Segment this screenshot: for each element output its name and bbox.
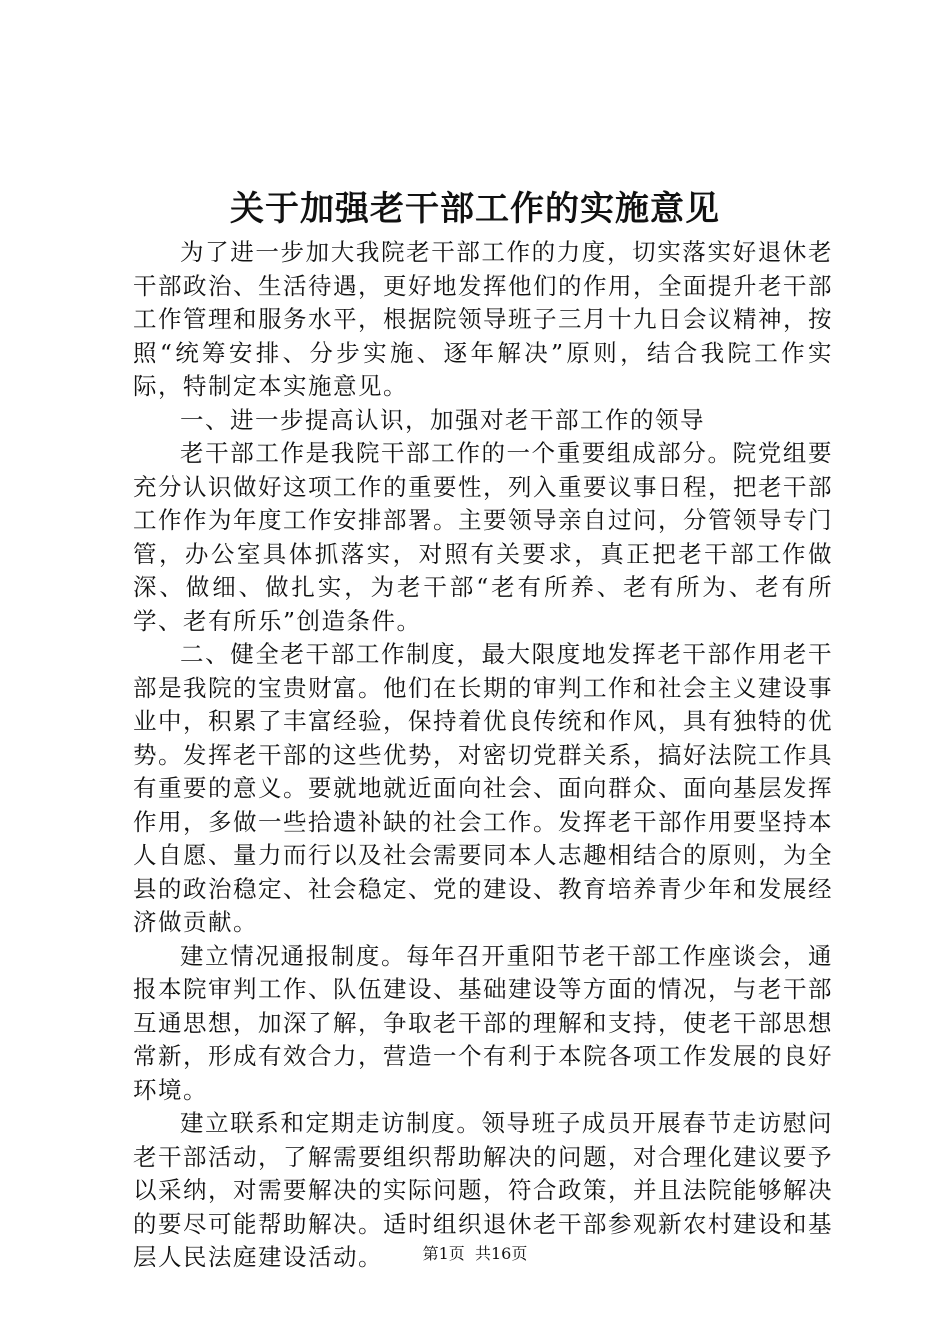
page-total: 共16页: [474, 1244, 528, 1263]
paragraph-section-2: 二、健全老干部工作制度，最大限度地发挥老干部作用老干部是我院的宝贵财富。他们在长期的审判工作和社会主义建设事业中，积累了丰富经验，保持着优良传统和作风，具有独特的优势。发挥老干部的这些优势，对密切党群关系，搞好法院工作具有重要的意义。要就地就近面向社会、面向群众、面向基层发挥作用，多做一些拾遗补缺的社会工作。发挥老干部作用要坚持本人自愿、量力而行以及社会需要同本人志趣相结合的原则，为全县的政治稳定、社会稳定、党的建设、教育培养青少年和发展经济做贡献。: [133, 640, 833, 936]
paragraph-intro: 为了进一步加大我院老干部工作的力度，切实落实好退休老干部政治、生活待遇，更好地发挥他们的作用，全面提升老干部工作管理和服务水平，根据院领导班子三月十九日会议精神，按照“统筹安排、分步实施、逐年解决”原则，结合我院工作实际，特制定本实施意见。: [133, 238, 833, 400]
section-heading-1: 一、进一步提高认识，加强对老干部工作的领导: [180, 405, 705, 434]
document-title: 关于加强老干部工作的实施意见: [230, 189, 720, 229]
paragraph-visiting-system: 建立联系和定期走访制度。领导班子成员开展春节走访慰问老干部活动，了解需要组织帮助解决的问题，对合理化建议要予以采纳，对需要解决的实际问题，符合政策，并且法院能够解决的要尽可能帮助解决。适时组织退休老干部参观新农村建设和基层人民法庭建设活动。: [133, 1109, 833, 1271]
paragraph-briefing-system: 建立情况通报制度。每年召开重阳节老干部工作座谈会，通报本院审判工作、队伍建设、基础建设等方面的情况，与老干部互通思想，加深了解，争取老干部的理解和支持，使老干部思想常新，形成有效合力，营造一个有利于本院各项工作发展的良好环境。: [133, 941, 833, 1104]
paragraph-section-1: 老干部工作是我院干部工作的一个重要组成部分。院党组要充分认识做好这项工作的重要性，列入重要议事日程，把老干部工作作为年度工作安排部署。主要领导亲自过问，分管领导专门管，办公室具体抓落实，对照有关要求，真正把老干部工作做深、做细、做扎实，为老干部“老有所养、老有所为、老有所学、老有所乐”创造条件。: [133, 439, 833, 635]
document-body: [133, 236, 833, 1275]
page-number: 第1页: [422, 1244, 465, 1263]
page-footer: [0, 1243, 950, 1265]
